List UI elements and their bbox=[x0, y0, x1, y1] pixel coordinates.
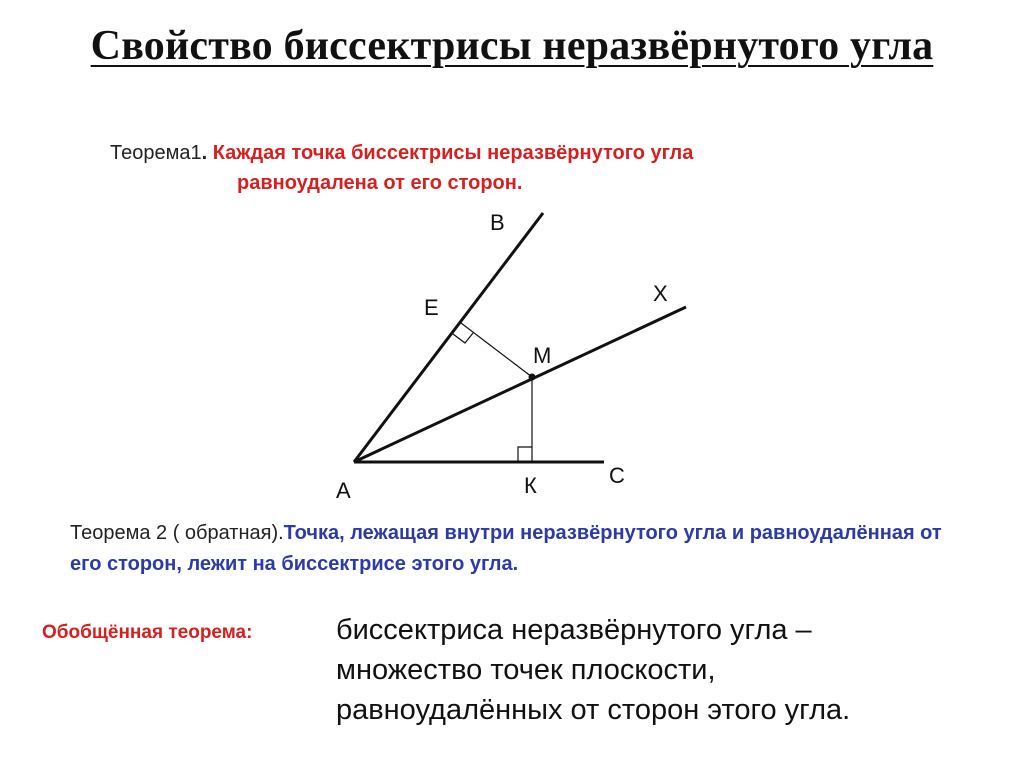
right-angle-mark-k bbox=[518, 447, 532, 462]
theorem-2-label: Теорема 2 ( обратная). bbox=[70, 522, 284, 544]
ray-ab bbox=[354, 213, 543, 462]
label-c: С bbox=[609, 463, 625, 488]
perpendicular-me bbox=[461, 323, 532, 377]
theorem-1-dot: . bbox=[201, 142, 208, 164]
theorem-1-line-1: Каждая точка биссектрисы неразвёрнутого угла bbox=[212, 142, 694, 164]
theorem-1-label: Теорема1 bbox=[110, 142, 202, 164]
right-angle-mark-e bbox=[453, 333, 473, 343]
slide-title: Свойство биссектрисы неразвёрнутого угла bbox=[90, 23, 934, 69]
label-b: В bbox=[490, 210, 505, 235]
label-e: Е bbox=[424, 295, 439, 320]
label-x: Х bbox=[653, 281, 668, 306]
general-theorem-line-1: биссектриса неразвёрнутого угла – bbox=[336, 614, 812, 646]
point-m bbox=[529, 374, 536, 381]
theorem-1-line-2: равноудалена от его сторон. bbox=[237, 172, 523, 194]
theorem-2-text: Точка, лежащая внутри неразвёрнутого угла и равноудалённая от его сторон, лежит на биссектрисе этого угла. bbox=[70, 522, 942, 575]
general-theorem-text bbox=[336, 610, 996, 730]
bisector-ax bbox=[354, 307, 686, 462]
general-theorem-line-3: равноудалённых от сторон этого угла. bbox=[336, 694, 851, 726]
general-theorem-line-2: множество точек плоскости, bbox=[336, 654, 716, 686]
label-k: К bbox=[524, 473, 537, 498]
label-m: М bbox=[533, 343, 552, 368]
general-theorem-label: Обобщённая теорема: bbox=[42, 622, 253, 643]
label-a: А bbox=[336, 478, 351, 503]
theorem-2 bbox=[70, 518, 970, 580]
